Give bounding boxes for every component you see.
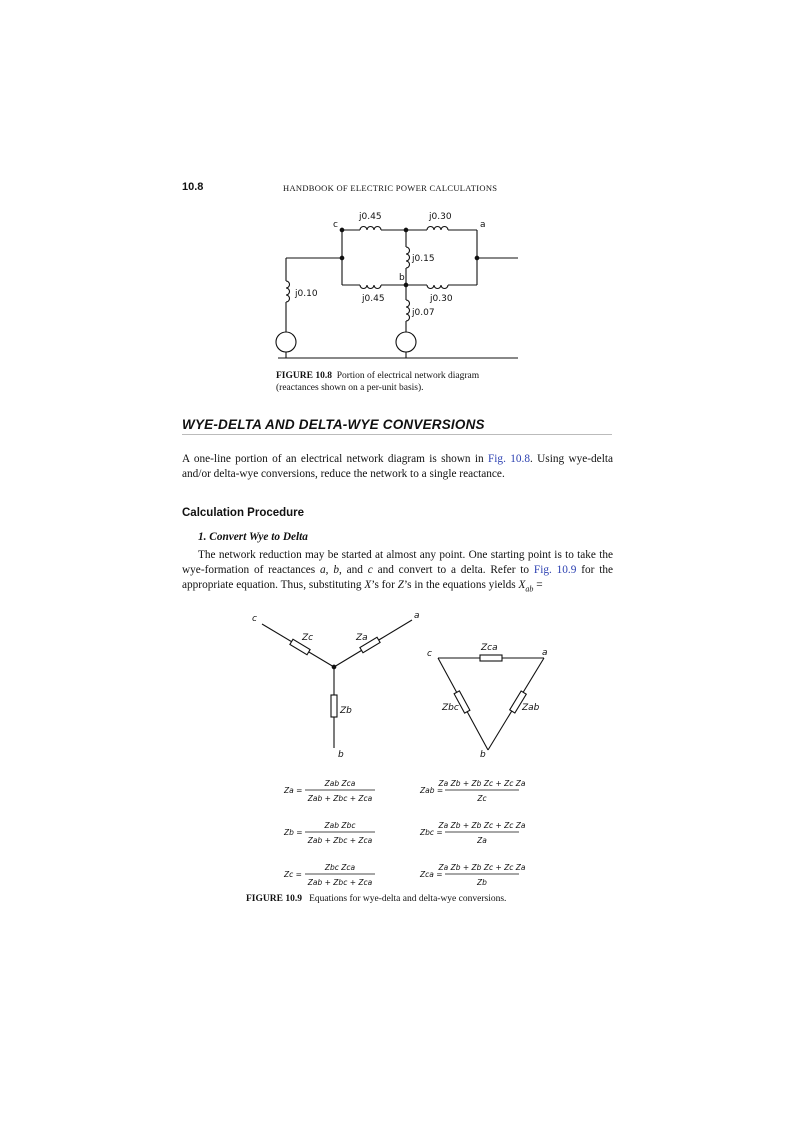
inductor-top-right <box>427 227 448 231</box>
wye-c-label: c <box>252 614 257 624</box>
section-title: WYE-DELTA AND DELTA-WYE CONVERSIONS <box>182 417 485 432</box>
figure-10-9-caption <box>246 893 566 905</box>
reactance-top-left: j0.45 <box>359 212 382 222</box>
delta-b-label: b <box>480 750 486 760</box>
reactance-top-right: j0.30 <box>429 212 452 222</box>
section-rule <box>182 434 612 435</box>
delta-a-label: a <box>542 648 548 658</box>
reactance-middle: j0.15 <box>412 254 435 264</box>
fig-10-8-link[interactable]: Fig. 10.8 <box>488 453 530 465</box>
node-c-label: c <box>333 220 338 230</box>
wye-zb-resistor <box>331 695 337 717</box>
equation-denominator: Zc <box>477 794 487 803</box>
wye-network <box>262 620 412 748</box>
running-title: HANDBOOK OF ELECTRIC POWER CALCULATIONS <box>283 183 498 193</box>
equation-numerator: Za Zb + Zb Zc + Zc Za <box>438 863 526 872</box>
equation-numerator: Zab Zbc <box>324 821 356 830</box>
equation-lhs: Zb = <box>284 828 303 837</box>
network-diagram <box>270 205 530 367</box>
reactance-bottom-left: j0.45 <box>362 294 385 304</box>
conversion-equations <box>270 770 540 892</box>
delta-c-label: c <box>427 649 432 659</box>
intro-text-end: . Using wye-delta and/or delta-wye conversions, reduce the network to a single reactance. <box>182 453 613 480</box>
equation-lhs: Za = <box>284 786 303 795</box>
intro-paragraph <box>182 452 613 482</box>
node-a-label: a <box>480 220 486 230</box>
equation-lhs: Zab = <box>420 786 444 795</box>
caption-text: Portion of electrical network diagram (reactances shown on a per-unit basis). <box>276 371 480 393</box>
page-number: 10.8 <box>182 181 204 193</box>
equation-denominator: Zab + Zbc + Zca <box>307 878 373 887</box>
inductor-bottom-left <box>360 285 381 289</box>
wye-zc-label: Zc <box>302 633 314 643</box>
delta-zca-resistor <box>480 655 502 661</box>
equation-denominator: Zab + Zbc + Zca <box>307 794 373 803</box>
delta-zca-label: Zca <box>481 643 498 653</box>
wye-a-label: a <box>414 611 420 621</box>
fig-10-9-link[interactable]: Fig. 10.9 <box>533 564 577 576</box>
step-paragraph: The network reduction may be started at almost any point. One starting point is to take the wye-formation of reactances a, b, and c and convert to a delta. Refer to Fig. 10.9 for the appropriate equation. Thus, substituting X’s for Z’s in the equations yields $X_{ab}$ = <box>182 549 613 594</box>
figure-10-8-caption <box>276 370 522 394</box>
intro-text: A one-line portion of an electrical network diagram is shown in <box>182 453 489 465</box>
generator-left <box>276 332 296 352</box>
node-b-label: b <box>399 273 405 283</box>
caption-text-10-9: Equations for wye-delta and delta-wye conversions. <box>309 894 507 904</box>
delta-zab-label: Zab <box>522 703 540 713</box>
inductor-middle <box>406 247 410 268</box>
equation-denominator: Za <box>477 836 487 845</box>
equation-denominator: Zab + Zbc + Zca <box>307 836 373 845</box>
equation-numerator: Za Zb + Zb Zc + Zc Za <box>438 779 526 788</box>
equation-lhs: Zca = <box>420 870 443 879</box>
step-title: 1. Convert Wye to Delta <box>198 531 308 543</box>
reactance-source-left: j0.10 <box>295 289 318 299</box>
equation-lhs: Zc = <box>284 870 302 879</box>
equation-numerator: Zab Zca <box>324 779 356 788</box>
reactance-bottom-right: j0.30 <box>430 294 453 304</box>
inductor-top-left <box>360 227 381 231</box>
wye-za-label: Za <box>356 633 368 643</box>
calculation-heading: Calculation Procedure <box>182 507 305 519</box>
equation-numerator: Za Zb + Zb Zc + Zc Za <box>438 821 526 830</box>
figure-label-10-9: FIGURE 10.9 <box>246 894 302 904</box>
inductor-bottom-right <box>427 285 448 289</box>
figure-label: FIGURE 10.8 <box>276 371 332 381</box>
inductor-source-right <box>406 300 410 321</box>
equation-numerator: Zbc Zca <box>324 863 356 872</box>
wye-zb-label: Zb <box>340 706 352 716</box>
equation-denominator: Zb <box>477 878 487 887</box>
wye-delta-diagram <box>240 610 560 760</box>
delta-zbc-label: Zbc <box>442 703 459 713</box>
reactance-source-right: j0.07 <box>412 308 435 318</box>
wye-b-label: b <box>338 750 344 760</box>
inductor-source-left <box>286 281 290 302</box>
generator-right <box>396 332 416 352</box>
equation-lhs: Zbc = <box>420 828 443 837</box>
